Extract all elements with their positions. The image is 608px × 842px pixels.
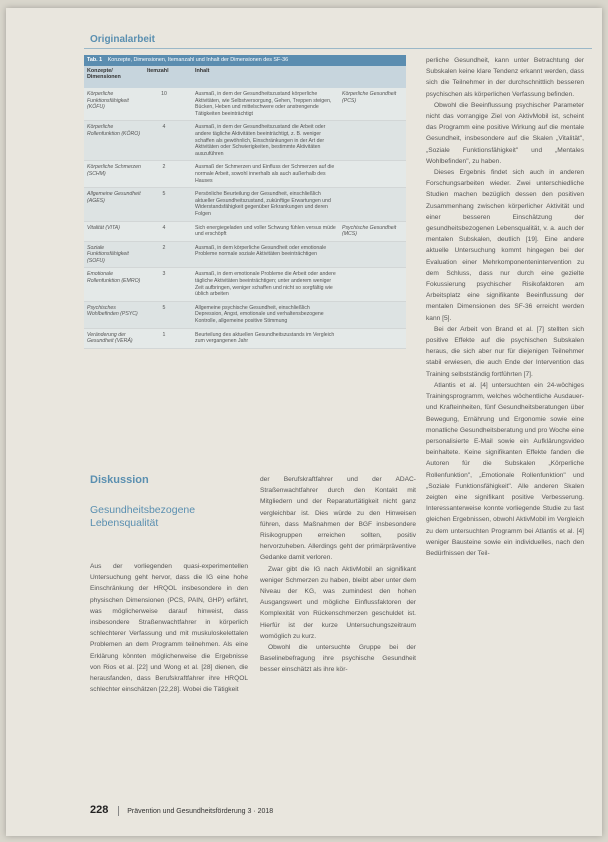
- table-cell-konzept: Emotionale Rollenfunktion (EMRO): [87, 271, 141, 285]
- table-cell-dimension: [342, 245, 409, 265]
- table-cell-inhalt: Ausmaß, in dem der Gesundheitszustand die Arbeit oder andere tägliche Aktivitäten beeinträchtigt, z. B. weniger schaffen als gewöhnlich, Einschränkungen in der Art der Aktivitäten oder Schwierigkeiten, bestimmte Aktivitäten auszuführen: [195, 124, 326, 157]
- table-cell-inhalt: Allgemeine psychische Gesundheit, einschließlich Depression, Angst, emotionale und verhaltensbezogene Kontrolle, allgemeine positive Stimmung: [195, 304, 324, 325]
- paragraph: Obwohl die untersuchte Gruppe bei der Baselinebefragung ihre psychische Gesundheit besser einschätzt als ihre kör-: [260, 644, 416, 674]
- table-row: [84, 268, 406, 301]
- table-cell-items: 2: [162, 164, 166, 171]
- table-cell-items: 5: [162, 304, 166, 311]
- table-row: [84, 161, 406, 188]
- table-cell-items: 3: [162, 271, 166, 278]
- table-caption-text: Konzepte, Dimensionen, Itemanzahl und Inhalt der Dimensionen des SF-36: [107, 57, 289, 63]
- table-row: [84, 88, 406, 121]
- table-row: [84, 329, 406, 349]
- table-cell-items: 2: [162, 244, 166, 251]
- table-cell-konzept: Veränderung der Gesundheit (VERÄ): [87, 331, 133, 345]
- paragraph: Atlantis et al. [4] untersuchten ein 24-wöchiges Trainingsprogramm, welches wöchentliche Ausdauer- und Krafteinheiten, fünf Gesundheitsberatungen über Bewegung, Ernährung und Ergonomie sowie eine monatliche Gesundheitsberatung und pro Woche eine personalisierte E-Mail sowie ein Aufklärungsvideo beinhaltete. Keine signifikanten Effekte fanden die Autoren für die Subskalen „Körperliche Rollenfunktion", „Emotionale Rollenfunktion" und „Soziale Funktionsfähigkeit". Alle anderen Skalen zeigten eine signifikant positive Verbesserung. Interessanterweise konnte vorliegende Studie zu fast gleichen Ergebnissen, obwohl AktivMobil im Vergleich zu dem untersuchten Programm bei Atlantis et al. [4] weniger Bausteine sowie ein individuelles, nach den Bedürfnissen der Teil-: [426, 381, 584, 557]
- table-caption-id: Tab. 1: [87, 57, 103, 63]
- paragraph: perliche Gesundheit, kann unter Betrachtung der Subskalen keine klare Tendenz erkannt werden, dass sich die Teilnehmer in der durchschnittlich besseren psychischen als körperlichen Verfassung befinden.: [426, 57, 584, 98]
- table-cell-inhalt: Ausmaß, in dem emotionale Probleme die Arbeit oder andere tägliche Aktivitäten beeinträchtigen; unter anderem weniger Zeit aufbringen, weniger schaffen und nicht so sorgfältig wie üblich arbeiten: [195, 271, 336, 298]
- paragraph: Zwar gibt die IG nach AktivMobil an signifikant weniger Schmerzen zu haben, bleibt aber unter dem Niveau der KG, was zumindest den hohen Ausgangswert und mögliche Einflussfaktoren der Komplexität von Rückenschmerzen geschuldet ist. Hierfür ist der kurze Untersuchungszeitraum womöglich zu kurz.: [260, 565, 416, 640]
- table-cell-dimension: [342, 124, 409, 157]
- table-cell-dimension: [342, 191, 409, 217]
- text-column-right: [426, 55, 584, 559]
- table-cell-items: 10: [161, 91, 167, 97]
- table-row: [84, 222, 406, 242]
- table-cell-items: 4: [162, 124, 166, 131]
- table-cell-konzept: Soziale Funktionsfähigkeit (SOFU): [87, 244, 129, 264]
- text-column-mid: [260, 474, 416, 676]
- table-row: [84, 121, 406, 161]
- table-cell-inhalt: Ausmaß der Schmerzen und Einfluss der Schmerzen auf die normale Arbeit, sowohl innerhalb als auch außerhalb des Hauses: [195, 164, 335, 184]
- heading-sub: Gesundheitsbezogene Lebensqualität: [90, 504, 196, 529]
- table-cell-items: 4: [162, 224, 166, 231]
- table: [84, 55, 406, 349]
- table-row: [84, 188, 406, 221]
- table-cell-konzept: Körperliche Rollenfunktion (KÖRO): [87, 124, 141, 137]
- table-cell-dimension: [342, 332, 409, 345]
- table-cell-items: 5: [162, 191, 166, 198]
- table-row: [84, 242, 406, 269]
- table-col-header: Inhalt: [195, 68, 210, 74]
- table-col-header: Itemzahl: [147, 68, 169, 74]
- table-cell-dimension: Körperliche Gesundheit (PCS): [342, 91, 397, 104]
- table-cell-konzept: Psychisches Wohlbefinden (PSYC): [87, 304, 138, 318]
- table-cell-konzept: Vitalität (VITA): [87, 224, 120, 231]
- text-column-left: [90, 561, 248, 695]
- table-cell-dimension: [342, 305, 409, 325]
- section-label: Originalarbeit: [90, 34, 156, 45]
- heading-diskussion: Diskussion: [90, 474, 149, 486]
- table-cell-inhalt: Beurteilung des aktuellen Gesundheitszustands im Vergleich zum vergangenen Jahr: [195, 331, 335, 345]
- paragraph: der Berufskraftfahrer und der ADAC-Straßenwachtfahrer durch den Kontakt mit Mitgliedern und der Reparaturtätigkeit nicht ganz vergleichbar ist. Dies würde zu den Hinweisen führen, dass Maßnahmen der BGF insbesondere Risikogruppen erreichen sollten, positiv hervorzuheben. Allerdings geht der primärpräventive Gedanke damit verloren.: [260, 476, 416, 562]
- table-cell-inhalt: Ausmaß, in dem körperliche Gesundheit oder emotionale Probleme normale soziale Aktivitäten beeinträchtigen: [195, 244, 327, 258]
- table-cell-inhalt: Sich energiegeladen und voller Schwung fühlen versus müde und erschöpft: [195, 224, 336, 238]
- table-cell-inhalt: Persönliche Beurteilung der Gesundheit, einschließlich aktueller Gesundheitszustand, zukünftige Erwartungen und Widerstandsfähigkeit gegenüber Erkrankungen und deren Folgen: [195, 191, 331, 217]
- table-cell-dimension: [342, 164, 409, 184]
- journal-name: Prävention und Gesundheitsförderung 3 · 2018: [127, 808, 274, 815]
- paragraph: Dieses Ergebnis findet sich auch in anderen Forschungsarbeiten wieder. Zwei unterschiedliche Studien machen bezüglich dessen den positiven Zusammenhang zwischen körperlicher Aktivität und einer besseren Einschätzung der gesundheitsbezogenen Lebensqualität, v. a. auch der mentalen Subskalen, deutlich [19]. Eine andere aktuelle Untersuchung kommt hingegen bei der Evaluation einer Mehrkomponentenintervention zu dem Schluss, dass nur durch eine gezielte Fokussierung psychischer Risikofaktoren am Arbeitsplatz eine signifikante Beeinflussung der mentalen Dimensionen des SF-36 erreicht werden kann [5].: [426, 169, 584, 322]
- table-cell-dimension: [342, 271, 409, 297]
- table-cell-inhalt: Ausmaß, in dem der Gesundheitszustand körperliche Aktivitäten, wie Selbstversorgung, Gehen, Treppen steigen, Bücken, Heben und mittelschwere oder anstrengende Tätigkeiten beeinträchtigt: [195, 91, 332, 117]
- table-col-header: Konzepte/ Dimensionen: [87, 68, 121, 81]
- table-cell-items: 1: [162, 331, 166, 338]
- table-cell-dimension: Psychische Gesundheit (MCS): [342, 224, 397, 238]
- paragraph: Aus der vorliegenden quasi-experimentellen Untersuchung geht hervor, dass die IG eine hohe Einschränkung der HRQOL insbesondere in den physischen Dimensionen (PCS, PAIN, GHP) erfährt, was möglicherweise darauf hinweist, dass insbesondere Straßenwachtfahrer in körperlich schlechterer Verfassung und mit muskuloskelettalen Problemen an dem Programm teilnehmen. Als eine Erklärung könnten möglicherweise die Ergebnisse von Rios et al. [22] und Wong et al. [28] dienen, die herausfanden, dass Berufskraftfahrer ihre HRQOL schlechter einschätzen [22,28]. Wobei die Tätigkeit: [90, 563, 248, 694]
- table-cell-konzept: Allgemeine Gesundheit (AGES): [87, 191, 141, 204]
- footer: [90, 804, 273, 816]
- table-caption: [84, 55, 406, 66]
- table-row: [84, 302, 406, 329]
- table-cell-konzept: Körperliche Funktionsfähigkeit (KÖFU): [87, 91, 129, 111]
- footer-divider: [118, 806, 119, 816]
- header-rule: [84, 48, 592, 49]
- page-number: 228: [90, 804, 109, 816]
- paragraph: Obwohl die Beeinflussung psychischer Parameter nicht das vorrangige Ziel von AktivMobil ist, scheint das Programm eine positive Wirkung auf die mentale Gesundheit, insbesondere auf die Skalen „Vitalität", „Soziale Funktionsfähigkeit" und „Mentales Wohlbefinden", zu haben.: [426, 101, 584, 165]
- table-body: [84, 88, 406, 349]
- table-cell-konzept: Körperliche Schmerzen (SCHM): [87, 164, 141, 177]
- journal-page: [6, 8, 602, 836]
- paragraph: Bei der Arbeit von Brand et al. [7] stellten sich positive Effekte auf die psychischen Subskalen heraus, die sich aber nur für diejenigen Teilnehmer stabil erwiesen, die auch Ende der Intervention das Training selbstständig fortführten [7].: [426, 325, 584, 378]
- table-header: [84, 66, 406, 88]
